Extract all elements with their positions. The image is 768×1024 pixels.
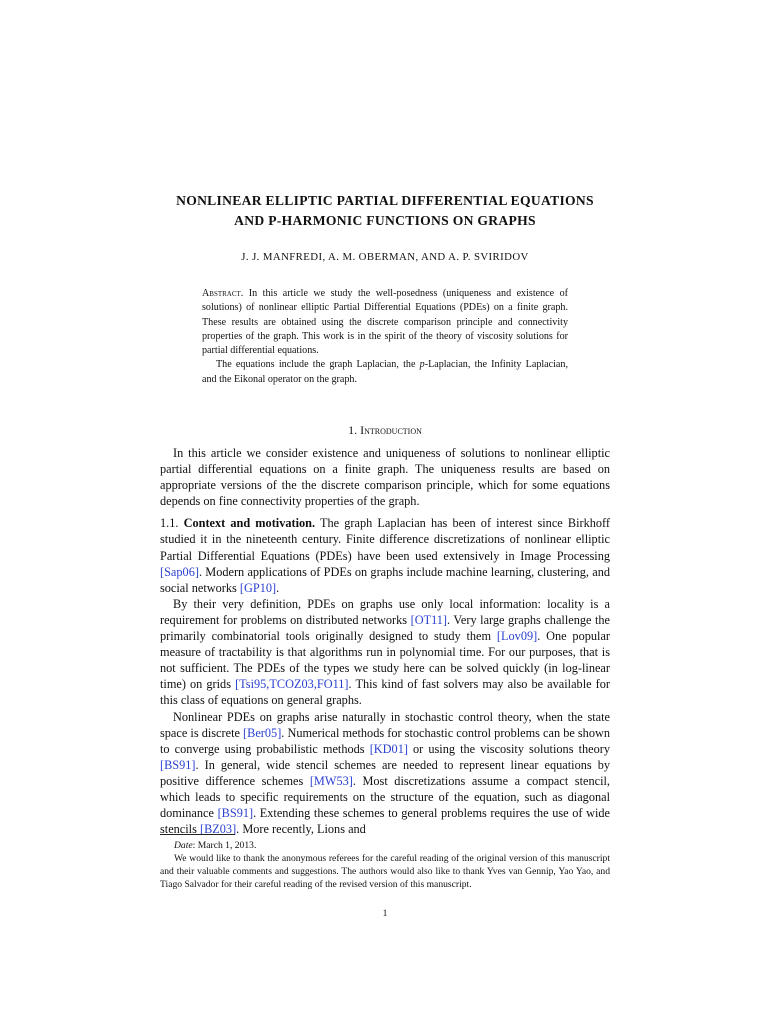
citation-link[interactable]: TCOZ03, bbox=[269, 677, 317, 692]
page-number: 1 bbox=[382, 908, 388, 919]
abstract-paragraph-2 bbox=[202, 358, 568, 387]
text-span: The graph Laplacian has been of interest since Birkhoff studied it in the nineteenth century. Finite difference discretizations of nonlinear elliptic Partial Differential Equations (PDEs) have been used extensively in Image Processing bbox=[160, 516, 610, 563]
citation-link[interactable]: [Ber05] bbox=[243, 725, 282, 740]
text-span: . More recently, Lions and bbox=[236, 822, 366, 837]
abstract-label: Abstract. bbox=[202, 288, 244, 299]
abstract-text-2a: The equations include the graph Laplacian, the bbox=[216, 359, 420, 371]
citation-link[interactable]: [GP10] bbox=[239, 580, 277, 595]
text-span: By their very definition, PDEs on graphs use only local information: locality is a requirement for problems on distributed networks bbox=[160, 596, 610, 627]
citation-link[interactable]: [MW53] bbox=[309, 773, 353, 788]
section-title: Introduction bbox=[360, 423, 422, 437]
footnote-date bbox=[160, 840, 610, 853]
footnotes bbox=[160, 840, 610, 892]
title-line-1: NONLINEAR ELLIPTIC PARTIAL DIFFERENTIAL EQUATIONS bbox=[176, 193, 594, 208]
abstract-paragraph-1 bbox=[202, 287, 568, 358]
citation-link[interactable]: [BZ03] bbox=[199, 822, 237, 837]
citation-link[interactable]: [BS91] bbox=[160, 757, 196, 772]
intro-paragraph: In this article we consider existence and uniqueness of solutions to nonlinear elliptic partial differential equations on a finite graph. The uniqueness results are based on appropriate versions of the the discrete comparison principle, which for some equations depends on fine connectivity properties of the graph. bbox=[160, 446, 610, 509]
body-text bbox=[160, 445, 610, 837]
body-paragraph-2 bbox=[160, 596, 610, 709]
author-list: J. J. MANFREDI, A. M. OBERMAN, AND A. P. SVIRIDOV bbox=[241, 251, 529, 263]
abstract bbox=[202, 287, 568, 387]
citation-link[interactable]: [OT11] bbox=[410, 612, 448, 627]
section-heading-introduction bbox=[160, 423, 610, 438]
text-span: . This kind of fast solvers may also be available for this class of equations on general graphs. bbox=[160, 677, 610, 708]
abstract-text-1: In this article we study the well-posedness (uniqueness and existence of solutions) of nonlinear elliptic Partial Differential Equations (PDEs) on a finite graph. These results are obtained using the discrete comparison principle and connectivity properties of the graph. This work is in the spirit of the theory of viscosity solutions for partial differential equations. bbox=[202, 288, 568, 357]
abstract-text-2b: -Laplacian, the Infinity Laplacian, and the Eikonal operator on the graph. bbox=[202, 359, 568, 385]
citation-link[interactable]: [Tsi95, bbox=[235, 677, 270, 692]
body-paragraph-3 bbox=[160, 709, 610, 838]
footnote-thanks: We would like to thank the anonymous referees for the careful reading of the original version of this manuscript and their valuable comments and suggestions. The authors would also like to thank Yves van Gennip, Yao Yao, and Tiago Salvador for their careful reading of the revised version of this manuscript. bbox=[160, 852, 610, 890]
citation-link[interactable]: [Lov09] bbox=[496, 629, 538, 644]
text-span: . Most discretizations assume a compact stencil, which leads to specific requirements on the structure of the equation, such as diagonal dominance bbox=[160, 773, 610, 821]
subsection-number: 1.1. bbox=[160, 516, 179, 531]
subsection-title: Context and motivation. bbox=[183, 516, 316, 531]
text-span: . Numerical methods for stochastic control problems can be shown to converge using probabilistic methods bbox=[160, 725, 611, 756]
text-span: . Very large graphs challenge the primarily combinatorial tools originally designed to study them bbox=[160, 612, 610, 644]
text-span: . In general, wide stencil schemes are needed to represent linear equations by positive difference schemes bbox=[160, 757, 610, 788]
citation-link[interactable]: FO11] bbox=[316, 677, 349, 692]
citation-link[interactable]: [Sap06] bbox=[160, 564, 199, 579]
citation-link[interactable]: [KD01] bbox=[369, 741, 408, 756]
text-span: or using the viscosity solutions theory bbox=[407, 741, 610, 756]
title-line-2: AND P-HARMONIC FUNCTIONS ON GRAPHS bbox=[234, 213, 536, 228]
text-span: Nonlinear PDEs on graphs arise naturally in stochastic control theory, when the state space is discrete bbox=[160, 709, 610, 740]
paper-title bbox=[160, 191, 610, 231]
date-value: : March 1, 2013. bbox=[192, 840, 257, 851]
text-span: . bbox=[276, 580, 280, 595]
text-span: . Modern applications of PDEs on graphs include machine learning, clustering, and social networks bbox=[160, 564, 610, 595]
section-number: 1. bbox=[348, 423, 358, 437]
date-label: Date bbox=[174, 840, 193, 851]
citation-link[interactable]: [BS91] bbox=[217, 806, 254, 821]
text-span: . Extending these schemes to general problems requires the use of wide stencils bbox=[160, 806, 610, 837]
text-span: . One popular measure of tractability is that algorithms run in polynomial time. For our purposes, that is not sufficient. The PDEs of the types we study here can be solved quickly (in log-linear time) on grids bbox=[160, 629, 610, 692]
subsection-paragraph-1 bbox=[160, 515, 610, 595]
footnote-divider bbox=[160, 834, 235, 835]
abstract-math-p: p bbox=[419, 359, 425, 371]
